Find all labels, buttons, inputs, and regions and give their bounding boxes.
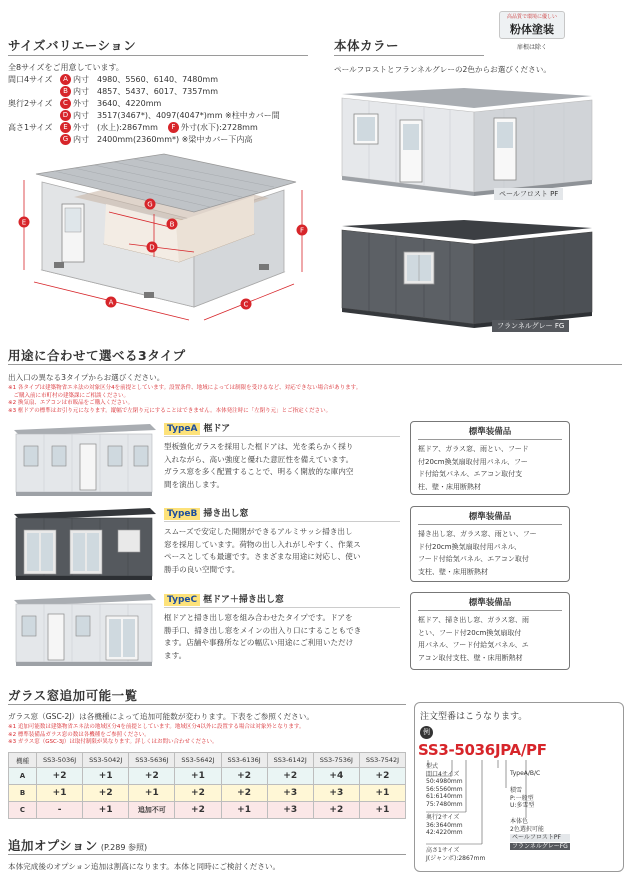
cutaway-diagram xyxy=(14,152,314,340)
color-label-pf: ペールフロスト PF xyxy=(494,188,563,200)
type-a-standard-box: 標準装備品 框ドア、ガラス窓、雨とい、フード 付20cm換気扇取付用パネル、フー ド付給気パネル、エアコン取付支 柱、壁・床用断熱材 xyxy=(410,421,570,495)
size-row-c: 奥行2サイズ C 外寸 3640、4220mm xyxy=(8,99,162,108)
type-c-desc: 框ドアと掃き出し窓を組み合わせたタイプです。ドアを 勝手口、掃き出し窓をメインの出入り口にすることもでき ます。店舗や事務所などの幅広い用途にご利用いただけ ます。 xyxy=(164,613,362,660)
size-row-ef: 高さ1サイズ E 外寸 (水上):2867mm F 外寸(水下):2728mm xyxy=(8,123,258,132)
option-desc: 本体完成後のオプション追加は割高になります。本体と同時にご検討ください。 xyxy=(8,862,281,871)
color-desc: ペールフロストとフランネルグレーの2色からお選びください。 xyxy=(334,65,551,74)
type-c-image xyxy=(10,592,156,670)
badge-e: E xyxy=(60,122,71,133)
type-b-desc: スムーズで安定した開閉ができるアルミサッシ掃き出し 窓を採用しています。荷物の出し入れがしやすく、作業ス ペースとしても最適です。さまざまな用途に対応し、使い 勝手の良い空間です。 xyxy=(164,527,361,574)
option-ref: (P.289 参照) xyxy=(100,843,148,852)
option-heading xyxy=(8,836,147,854)
type-c-heading: TypeC 框ドア＋掃き出し窓 xyxy=(164,592,284,606)
order-title: 注文型番はこうなります。 xyxy=(420,712,528,722)
table-header-row: 機種 SS3-5036J SS3-5042J SS3-5636J SS3-5642J SS3-6136J SS3-6142J SS3-7536J SS3-7542J xyxy=(9,753,406,768)
badge-d: D xyxy=(60,110,71,121)
glass-title-rule xyxy=(8,704,406,705)
types-notes: ※1 各タイプは建築物省エネ法の対象区分4を前提としています。設置条件、地域によっては制限を受けるなど、対応できない場合があります。 ご購入前に市町村の建築課にご相談ください。 ※2 換気扇、エアコンは市販品をご購入ください。 ※3 框ドアの標準はお引り元になります。縦幅で左閉り元にすることはできません。本体発注時に「左閉り元」とご指定ください。 xyxy=(8,385,362,414)
shed-pale-frost-image xyxy=(334,84,596,200)
order-depth-labels: 奥行2サイズ 36:3640mm 42:4220mm xyxy=(426,814,463,837)
type-b-standard-box: 標準装備品 掃き出し窓、ガラス窓、雨とい、フー ド付20cm換気扇取付用パネル、 フード付給気パネル、エアコン取付 支柱、壁・床用断熱材 xyxy=(410,506,570,582)
table-row: A +2 +1 +2 +1 +2 +2 +4 +2 xyxy=(9,768,406,785)
size-list xyxy=(8,74,328,146)
dim-b-label: B xyxy=(169,220,175,229)
shed-flannel-gray-image xyxy=(334,216,596,332)
color-label-fg: フランネルグレー FG xyxy=(492,320,569,332)
glass-window-table xyxy=(8,752,406,819)
dim-f-label: F xyxy=(299,226,305,235)
powder-coat-badge: 高品質で環境に優しい 粉体塗装 扉根は除く xyxy=(493,8,571,52)
order-size-labels: 型式 間口4サイズ 50:4980mm 56:5560mm 61:6140mm 75:7480mm xyxy=(426,763,463,808)
type-c-standard-box: 標準装備品 框ドア、掃き出し窓、ガラス窓、雨 とい、フード付20cm換気扇取付 用パネル、フード付給気パネル、エ アコン取付支柱、壁・床用断熱材 xyxy=(410,592,570,670)
size-row-a: 間口4サイズ A 内寸 4980、5560、6140、7480mm xyxy=(8,75,219,84)
type-b-tag: TypeB xyxy=(164,508,200,520)
color-title-rule xyxy=(334,55,484,56)
dim-d-label: D xyxy=(149,243,155,252)
order-color-labels: 本体色 2色選択可能 ペールフロストPF フランネルグレーFG xyxy=(510,818,568,850)
option-title-rule xyxy=(8,854,406,855)
type-b-image xyxy=(10,506,156,584)
types-title-rule xyxy=(8,364,622,365)
badge-c: C xyxy=(60,98,71,109)
size-row-g: G 内寸 2400mm(2360mm*) ※梁中カバー下内高 xyxy=(8,134,328,146)
table-row: C - +1 追加不可 +2 +1 +3 +2 +1 xyxy=(9,802,406,819)
option-section-title: 追加オプション xyxy=(8,838,98,853)
badge-f: F xyxy=(168,122,179,133)
type-b-heading: TypeB 掃き出し窓 xyxy=(164,506,248,520)
badge-a: A xyxy=(60,74,71,85)
order-type-label: TypeA/B/C xyxy=(510,770,541,777)
size-intro: 全8サイズをご用意しています。 xyxy=(8,63,124,72)
dim-a-label: A xyxy=(108,298,114,307)
order-height-labels: 高さ1サイズ J(ジャンボ):2867mm xyxy=(426,847,486,862)
color-section-title: 本体カラー xyxy=(334,38,400,53)
dim-c-label: C xyxy=(243,300,249,309)
size-title-rule xyxy=(8,55,308,56)
type-a-heading: TypeA 框ドア xyxy=(164,421,230,435)
order-model-number: SS3-5036JPA/PF xyxy=(418,741,547,759)
type-a-image xyxy=(10,422,156,500)
example-badge: 例 xyxy=(420,726,433,739)
glass-section-title: ガラス窓追加可能一覧 xyxy=(8,688,138,703)
table-row: B +1 +2 +1 +2 +2 +3 +3 +1 xyxy=(9,785,406,802)
order-snow-labels: 積雪 P:一般型 U:多雪型 xyxy=(510,787,535,810)
size-section-title: サイズバリエーション xyxy=(8,38,137,53)
badge-b: B xyxy=(60,86,71,97)
types-section-title: 用途に合わせて選べる3タイプ xyxy=(8,348,186,363)
types-intro: 出入口の異なる3タイプからお選びください。 xyxy=(8,373,165,382)
glass-notes: ※1 追加可能数は建築物省エネ法の地域区分4を前提としています。地域区分4以外に設置する場合は対象外となります。 ※2 標準装備品ガラス窓の数は各機種をご参照ください。 ※3 ガラス窓（GSC-3J）は取付制限が異なります。詳しくはお問い合わせください。 xyxy=(8,724,305,745)
dim-e-label: E xyxy=(21,218,27,227)
glass-intro: ガラス窓（GSC-2J）は各機種によって追加可能数が変わります。下表をご参照ください。 xyxy=(8,712,314,721)
type-a-tag: TypeA xyxy=(164,423,200,435)
type-a-desc: 型板強化ガラスを採用した框ドアは、光を柔らかく採り 入れながら、高い強度と優れた意匠性を備えています。 ガラス窓を多く配置することで、明るく開放的な庫内空 間を演出します。 xyxy=(164,442,354,489)
type-c-tag: TypeC xyxy=(164,594,200,606)
size-row-d: D 内寸 3517(3467*)、4097(4047*)mm ※柱中カバー間 xyxy=(8,110,328,122)
size-row-b: B 内寸 4857、5437、6017、7357mm xyxy=(8,86,328,98)
dim-g-label: G xyxy=(147,200,153,209)
badge-g: G xyxy=(60,134,71,145)
